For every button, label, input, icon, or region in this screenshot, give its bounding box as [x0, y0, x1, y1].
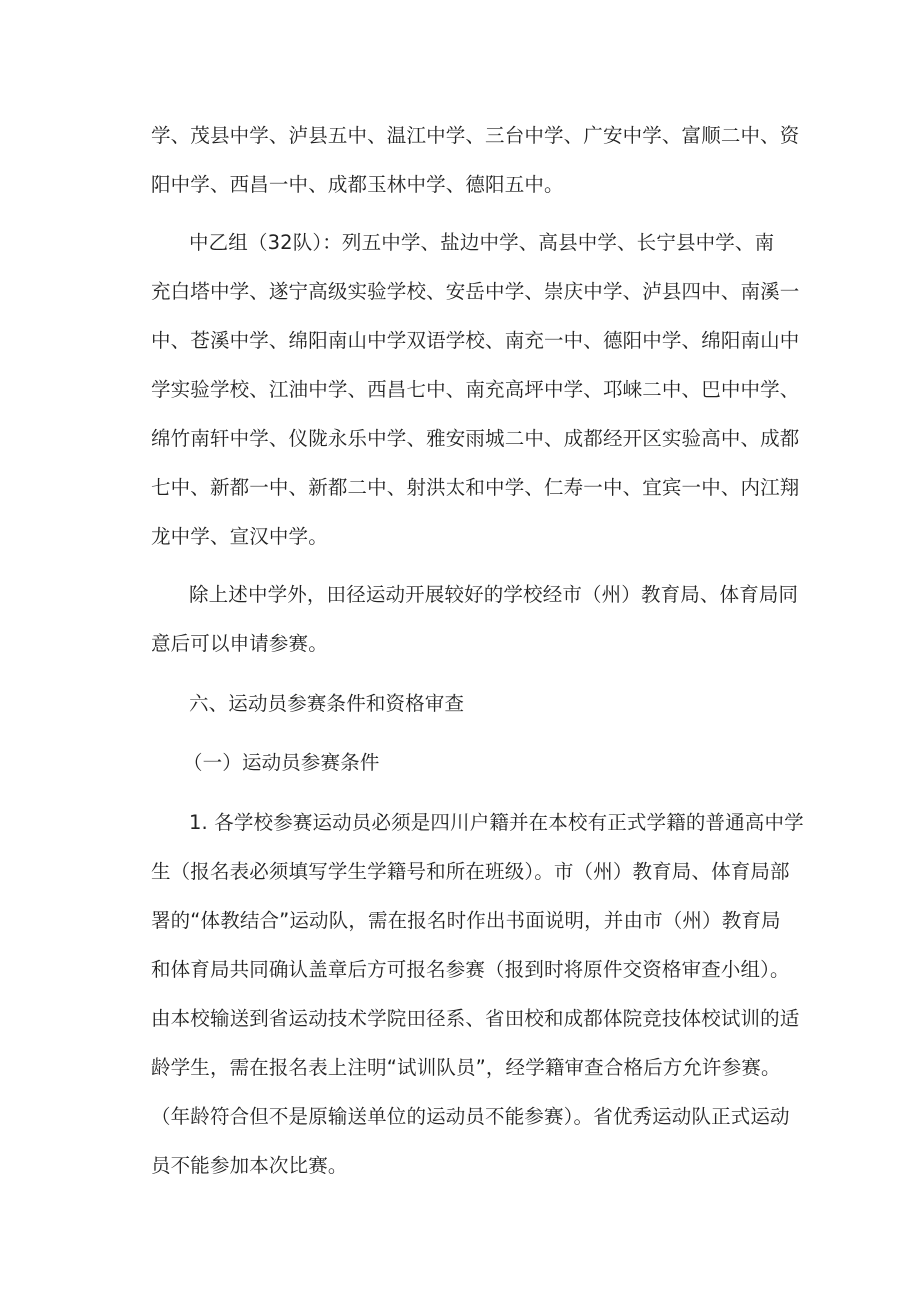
- text-line: 阳中学、西昌一中、成都玉林中学、德阳五中。: [151, 173, 564, 196]
- subsection-heading: （一）运动员参赛条件: [183, 751, 380, 774]
- text-line: 绵竹南轩中学、仪陇永乐中学、雅安雨城二中、成都经开区实验高中、成都: [151, 427, 800, 450]
- text-line: 和体育局共同确认盖章后方可报名参赛（报到时将原件交资格审查小组）。: [151, 958, 790, 981]
- text-line: 学、茂县中学、泸县五中、温江中学、三台中学、广安中学、富顺二中、资: [151, 124, 800, 147]
- text-line: 员不能参加本次比赛。: [151, 1154, 348, 1177]
- section-heading: 六、运动员参赛条件和资格审查: [189, 692, 465, 715]
- text-line: 中、苍溪中学、绵阳南山中学双语学校、南充一中、德阳中学、绵阳南山中: [151, 329, 800, 352]
- text-line: 生（报名表必须填写学生学籍号和所在班级）。市（州）教育局、体育局部: [151, 860, 790, 883]
- text-line: 龄学生，需在报名表上注明“试训队员”，经学籍审查合格后方允许参赛。: [151, 1056, 781, 1079]
- text-line: 学实验学校、江油中学、西昌七中、南充高坪中学、邛崃二中、巴中中学、: [151, 378, 800, 401]
- text-line: 意后可以申请参赛。: [151, 632, 328, 655]
- text-line: 署的“体教结合”运动队，需在报名时作出书面说明，并由市（州）教育局: [151, 909, 781, 932]
- text-line: 七中、新都一中、新都二中、射洪太和中学、仁寿一中、宜宾一中、内江翔: [151, 476, 800, 499]
- paragraph-line: 1. 各学校参赛运动员必须是四川户籍并在本校有正式学籍的普通高中学: [189, 811, 804, 834]
- text-line: 充白塔中学、遂宁高级实验学校、安岳中学、崇庆中学、泸县四中、南溪一: [151, 280, 800, 303]
- text-line: 龙中学、宣汉中学。: [151, 525, 328, 548]
- text-line: （年龄符合但不是原输送单位的运动员不能参赛）。省优秀运动队正式运动: [151, 1105, 790, 1128]
- group-heading-line: 中乙组（32队）：列五中学、盐边中学、高县中学、长宁县中学、南: [189, 231, 775, 254]
- text-line: 由本校输送到省运动技术学院田径系、省田校和成都体院竞技体校试训的适: [151, 1007, 800, 1030]
- paragraph-line: 除上述中学外，田径运动开展较好的学校经市（州）教育局、体育局同: [189, 583, 799, 606]
